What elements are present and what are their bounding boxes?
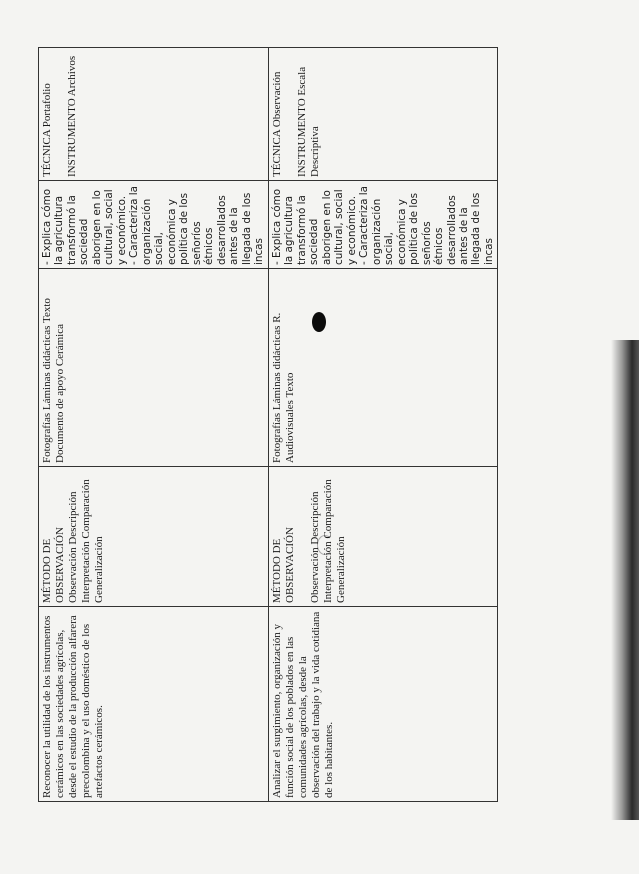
method-title: MÉTODO DE OBSERVACIÓN xyxy=(270,527,296,603)
evaluation-cell xyxy=(39,48,269,181)
indicator-item: - Caracteriza la organización social, económica y política de los señoríos étnicos desarrollados antes de la llegada de los incas xyxy=(358,185,495,265)
resources-cell xyxy=(268,269,498,467)
technique-text: TÉCNICA Observación xyxy=(270,71,283,177)
resources-text: Fotografías Láminas didácticas R. Audiovisuales Texto xyxy=(270,312,296,463)
technique-text: TÉCNICA Portafolio xyxy=(41,83,53,177)
table-row xyxy=(268,48,498,802)
evaluation-cell xyxy=(268,48,498,181)
method-steps: Observación Descripción Interpretación Comparación Generalización xyxy=(308,479,347,603)
planning-table xyxy=(38,47,498,802)
resources-cell xyxy=(39,269,269,467)
objective-text: Reconocer la utilidad de los instrumentos cerámicos en las sociedades agrícolas, desde el estudio de la producción alfarera precolombina y el uso doméstico de los artefactos cerámicos. xyxy=(41,615,105,798)
resources-text: Fotografías Láminas didácticas Texto Documento de apoyo Cerámica xyxy=(41,298,66,463)
indicator-item: - Explica cómo la agricultura transformó la sociedad aborigen en lo cultural, social y económico. xyxy=(270,188,358,265)
objective-cell xyxy=(39,607,269,802)
indicators-cell xyxy=(268,181,498,269)
indicator-item: - Caracteriza la organización social, económica y política de los señoríos étnicos desarrollados antes de la llegada de los incas xyxy=(128,185,266,265)
objective-cell xyxy=(268,607,498,802)
method-cell xyxy=(268,467,498,607)
method-cell xyxy=(39,467,269,607)
instrument-text: INSTRUMENTO Escala Descriptiva xyxy=(295,66,321,177)
method-steps: Observación Descripción Interpretación Comparación Generalización xyxy=(66,479,105,603)
method-title: MÉTODO DE OBSERVACIÓN xyxy=(41,527,66,603)
objective-text: Analizar el surgimiento, organización y función social de los poblados en las comunidades agrícolas, desde la observación del trabajo y la vida cotidiana de los habitantes. xyxy=(270,611,335,798)
rotated-page-content xyxy=(38,48,495,802)
indicators-cell xyxy=(39,181,269,269)
instrument-text: INSTRUMENTO Archivos xyxy=(65,55,78,177)
table-row xyxy=(39,48,269,802)
scan-shadow-edge xyxy=(611,340,639,820)
indicator-item: - Explica cómo la agricultura transformó la sociedad aborigen en lo cultural, social y económico. xyxy=(41,188,128,265)
